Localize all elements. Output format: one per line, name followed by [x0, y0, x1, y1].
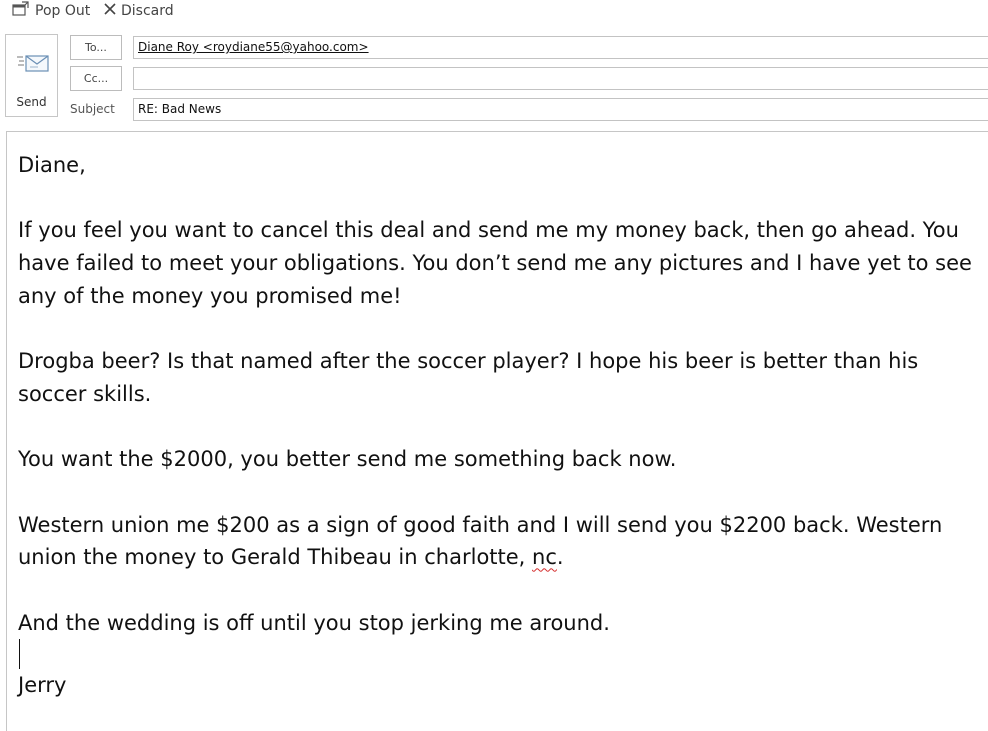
greeting: Diane, — [18, 153, 86, 177]
send-envelope-icon — [17, 53, 51, 83]
pop-out-button[interactable] — [12, 1, 90, 21]
message-body-editor[interactable] — [6, 131, 988, 731]
to-button[interactable]: To... — [70, 35, 122, 60]
recipient-token[interactable]: Diane Roy <roydiane55@yahoo.com> — [138, 40, 369, 54]
paragraph-4 — [18, 509, 978, 574]
discard-button[interactable] — [104, 1, 174, 21]
subject-field[interactable]: RE: Bad News — [133, 98, 988, 121]
cc-button[interactable]: Cc... — [70, 66, 122, 91]
to-field[interactable] — [133, 36, 988, 59]
paragraph-4-text: Western union me $200 as a sign of good faith and I will send you $2200 back. Western union the money to Gerald Thibeau in charlotte, — [18, 512, 943, 570]
cc-field[interactable] — [133, 67, 988, 90]
pop-out-label: Pop Out — [35, 3, 91, 19]
send-button[interactable] — [5, 34, 58, 117]
paragraph-4-end: . — [556, 545, 564, 570]
paragraph-5: And the wedding is off until you stop jerking me around. — [18, 610, 610, 635]
pop-out-icon — [12, 1, 30, 21]
signature: Jerry — [18, 673, 67, 698]
misspelled-word[interactable]: nc — [532, 545, 557, 570]
compose-toolbar — [0, 0, 988, 24]
discard-icon — [104, 3, 116, 19]
send-label: Send — [16, 95, 47, 109]
paragraph-3: You want the $2000, you better send me something back now. — [18, 447, 677, 472]
discard-label: Discard — [121, 3, 174, 19]
text-cursor — [19, 639, 20, 669]
compose-header — [0, 28, 988, 126]
message-text — [18, 149, 978, 702]
paragraph-2: Drogba beer? Is that named after the soccer player? I hope his beer is better than his soccer skills. — [18, 349, 919, 406]
subject-label: Subject — [70, 102, 115, 116]
paragraph-1: If you feel you want to cancel this deal and send me my money back, then go ahead. You have failed to meet your obligations. You don’t send me any pictures and I have yet to see any of the money you promised me! — [18, 218, 972, 308]
